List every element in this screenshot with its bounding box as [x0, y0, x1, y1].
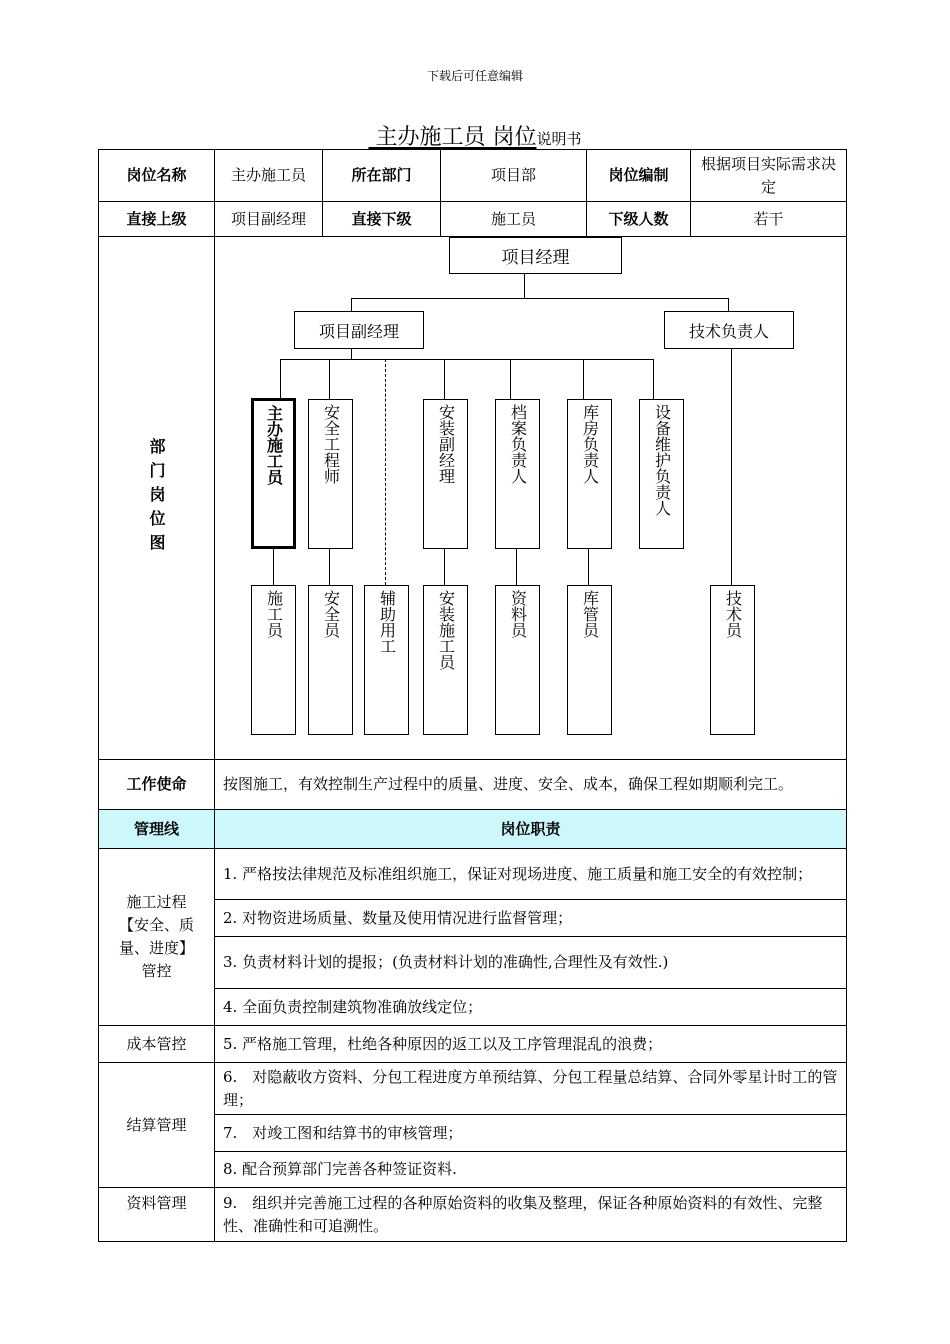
duty-item: 9. 组织并完善施工过程的各种原始资料的收集及整理，保证各种原始资料的有效性、完整性、准确性和可追溯性。: [214, 1187, 847, 1242]
org-box-safety-engineer: 安全工程师: [308, 399, 353, 549]
duties-header-responsibility: 岗位职责: [214, 809, 847, 849]
title-position-name: 主办施工员: [375, 125, 486, 150]
duty-item: 1. 严格按法律规范及标准组织施工，保证对现场进度、施工质量和施工安全的有效控制；: [214, 848, 847, 900]
group-construction-control: 施工过程【安全、质量、进度】管控: [98, 848, 215, 1026]
duty-item: 2. 对物资进场质量、数量及使用情况进行监督管理；: [214, 899, 847, 937]
org-connector: [583, 359, 584, 399]
org-section-label: [98, 236, 215, 760]
org-connector: [444, 549, 445, 586]
org-connector: [329, 549, 330, 586]
org-connector: [280, 359, 654, 360]
org-box-storekeeper: 库管员: [567, 585, 612, 735]
value-subordinate-count: 若干: [690, 201, 847, 237]
title-suffix: 说明书: [536, 130, 582, 148]
org-box-technician: 技术员: [710, 585, 755, 735]
title-position: 岗位: [492, 125, 537, 150]
duty-item: 8. 配合预算部门完善各种签证资料.: [214, 1151, 847, 1188]
org-box-constructor: 施工员: [251, 585, 296, 735]
org-box-lead-constructor: 主办施工员: [251, 398, 296, 549]
label-department: 所在部门: [322, 149, 441, 202]
duties-header-line: 管理线: [98, 809, 215, 849]
value-direct-superior: 项目副经理: [214, 201, 323, 237]
org-connector: [444, 359, 445, 399]
value-position-name: 主办施工员: [214, 149, 323, 202]
label-direct-superior: 直接上级: [98, 201, 215, 237]
org-section-label-text: 部门岗位图: [147, 438, 166, 558]
org-connector: [351, 298, 729, 299]
org-connector: [731, 349, 732, 585]
org-box-install-deputy: 安装副经理: [423, 399, 468, 549]
org-box-warehouse-lead: 库房负责人: [567, 399, 612, 549]
org-box-document-clerk: 资料员: [495, 585, 540, 735]
org-connector: [728, 298, 729, 311]
org-connector: [273, 549, 274, 586]
org-connector: [351, 298, 352, 311]
label-direct-subordinate: 直接下级: [322, 201, 441, 237]
org-box-auxiliary-labor: 辅助用工: [364, 585, 409, 735]
group-documents: 资料管理: [98, 1187, 215, 1242]
value-headcount-plan: 根据项目实际需求决定: [690, 149, 847, 202]
org-connector: [510, 359, 511, 399]
org-box-archive-lead: 档案负责人: [495, 399, 540, 549]
group-cost-control: 成本管控: [98, 1025, 215, 1063]
download-note: 下载后可任意编辑: [426, 69, 523, 83]
org-box-install-constructor: 安装施工员: [423, 585, 468, 735]
label-subordinate-count: 下级人数: [586, 201, 691, 237]
org-connector: [588, 549, 589, 586]
org-box-equipment-lead: 设备维护负责人: [639, 399, 684, 549]
org-connector: [524, 274, 525, 299]
label-headcount-plan: 岗位编制: [586, 149, 691, 202]
org-connector: [516, 549, 517, 586]
mission-text: 按图施工，有效控制生产过程中的质量、进度、安全、成本，确保工程如期顺利完工。: [214, 759, 847, 810]
mission-label: 工作使命: [98, 759, 215, 810]
duty-item: 7. 对竣工图和结算书的审核管理；: [214, 1114, 847, 1152]
label-position-name: 岗位名称: [98, 149, 215, 202]
org-box-safety-officer: 安全员: [308, 585, 353, 735]
org-connector: [329, 359, 330, 399]
duty-item: 4. 全面负责控制建筑物准确放线定位；: [214, 988, 847, 1026]
duty-item: 5. 严格施工管理，杜绝各种原因的返工以及工序管理混乱的浪费；: [214, 1025, 847, 1063]
value-department: 项目部: [440, 149, 587, 202]
org-dashed-connector: [385, 359, 386, 585]
job-description-table: [98, 149, 847, 1242]
group-settlement: 结算管理: [98, 1062, 215, 1188]
duty-item: 3. 负责材料计划的提报；(负责材料计划的准确性,合理性及有效性.): [214, 936, 847, 989]
org-connector: [280, 359, 281, 399]
duty-item: 6. 对隐蔽收方资料、分包工程进度方单预结算、分包工程量总结算、合同外零星计时工的管理；: [214, 1062, 847, 1115]
value-direct-subordinate: 施工员: [440, 201, 587, 237]
org-box-project-manager: 项目经理: [449, 237, 622, 274]
org-box-tech-lead: 技术负责人: [664, 311, 794, 349]
org-box-deputy-manager: 项目副经理: [294, 311, 424, 349]
org-connector: [653, 359, 654, 399]
